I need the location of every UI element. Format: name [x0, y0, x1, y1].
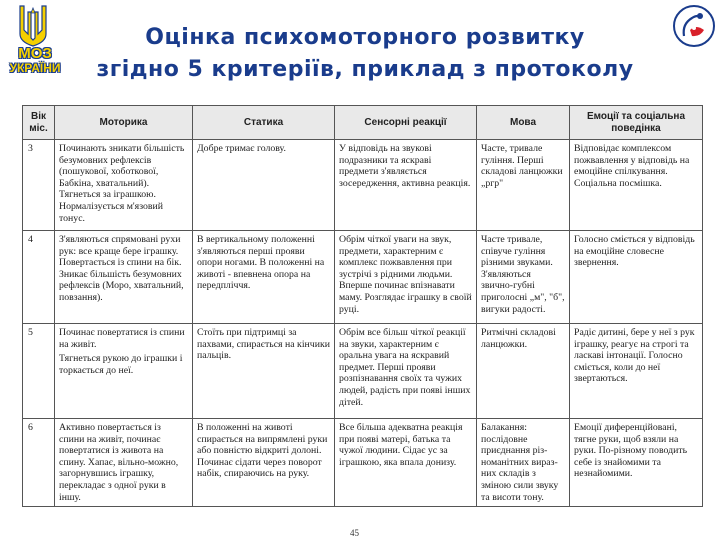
- cell-motor: Активно повертається із спини на живіт, починає повертатися із живота на спину. Хапає, вільно-можно, загорнувшись іграшку, перекладає з одної руки в іншу.: [55, 419, 193, 507]
- page-number: 45: [350, 528, 359, 538]
- cell-age: 5: [23, 324, 55, 419]
- header-sensory: Сенсорні реакції: [335, 106, 477, 140]
- moz-logo: [4, 4, 66, 86]
- ukraine-trident-icon: [16, 4, 50, 48]
- cell-age: 4: [23, 231, 55, 324]
- header-motor: Моторика: [55, 106, 193, 140]
- protocol-table-container: [22, 105, 702, 507]
- cell-speech: Часте, тривале гуління. Перші складові ланцюжки „ргр": [477, 140, 570, 231]
- cell-statics: В положенні на животі спирається на випрямлені руки або повністю відкриті долоні. Починає сідати через поворот набік, спираючись на руку.: [193, 419, 335, 507]
- cell-speech: Балакання: послідовне приєднання різ-номанітних вираз-них складів з зміною сили звуку та висоти тону.: [477, 419, 570, 507]
- cell-motor: Починають зникати більшість безумовних рефлексів (пошукової, хоботкової, Бабкіна, хватальний). Тягнеться за іграшкою. Нормалізується м'язовий тонус.: [55, 140, 193, 231]
- cell-emotion: Відповідає комплексом пожвавлення у відповідь на емоційне спілкування. Соціальна посмішка.: [570, 140, 703, 231]
- table-row: [23, 140, 703, 231]
- table-header-row: [23, 106, 703, 140]
- cell-sensory: Обрім все більш чіткої реакції на звуки, характерним є оральна увага на яскравий предмет. Перші прояви розпізнавання своїх та чужих людей, радість при появі інших дітей.: [335, 324, 477, 419]
- cell-sensory: Все більша адекватна реакція при появі матері, батька та чужої людини. Сідає ус за іграшкою, яка впала донизу.: [335, 419, 477, 507]
- cell-age: 3: [23, 140, 55, 231]
- header-emotion: Емоції та соціальна поведінка: [570, 106, 703, 140]
- protocol-table: [22, 105, 703, 507]
- moz-logo-text: МОЗ УКРАЇНИ: [9, 45, 61, 75]
- cell-age: 6: [23, 419, 55, 507]
- cell-statics: В вертикальному положенні з'являються перші прояви опори ногами. В положенні на животі - впевнена опора на передпліччя.: [193, 231, 335, 324]
- table-row: [23, 324, 703, 419]
- mother-child-icon: [672, 4, 716, 48]
- cell-emotion: Голосно сміється у відповідь на емоційне словесне звернення.: [570, 231, 703, 324]
- header-statics: Статика: [193, 106, 335, 140]
- cell-statics: Добре тримає голову.: [193, 140, 335, 231]
- cell-emotion: Радіє дитині, бере у неї з рук іграшку, реагує на строгі та ласкаві інтонації. Голосно сміється, коли до неї звертаються.: [570, 324, 703, 419]
- header-age: Вік міс.: [23, 106, 55, 140]
- cell-statics: Стоїть при підтримці за пахвами, спирається на кінчики пальців.: [193, 324, 335, 419]
- cell-sensory: Обрім чіткої уваги на звук, предмети, характерним є комплекс пожвавлення при зустрічі з рідними людьми. Вперше починає впізнавати маму. Розглядає іграшку в своїй руці.: [335, 231, 477, 324]
- cell-speech: Ритмічні складові ланцюжки.: [477, 324, 570, 419]
- cell-speech: Часте тривале, співуче гуління різними звуками. З'являються звично-губні приголосні „м", "б", вигуки радості.: [477, 231, 570, 324]
- cell-motor: З'являються спрямовані рухи рук: все краще бере іграшку. Повертається із спини на бік. Зникає більшість безумовних рефлексів (Моро, хватальний, повзання).: [55, 231, 193, 324]
- header-speech: Мова: [477, 106, 570, 140]
- page-title: Оцінка психомоторного розвитку згідно 5 критеріїв, приклад з протоколу: [96, 25, 634, 82]
- cell-sensory: У відповідь на звукові подразники та яскраві предмети з'являється зосередження, активна реакція.: [335, 140, 477, 231]
- cell-motor: Починає повертатися із спини на живіт. Тягнеться рукою до іграшки і торкається до неї.: [55, 324, 193, 419]
- cell-emotion: Емоції диференційовані, тягне руки, щоб взяли на руки. По-різному поводить себе із знайомими та незнайомими.: [570, 419, 703, 507]
- table-row: [23, 419, 703, 507]
- table-row: [23, 231, 703, 324]
